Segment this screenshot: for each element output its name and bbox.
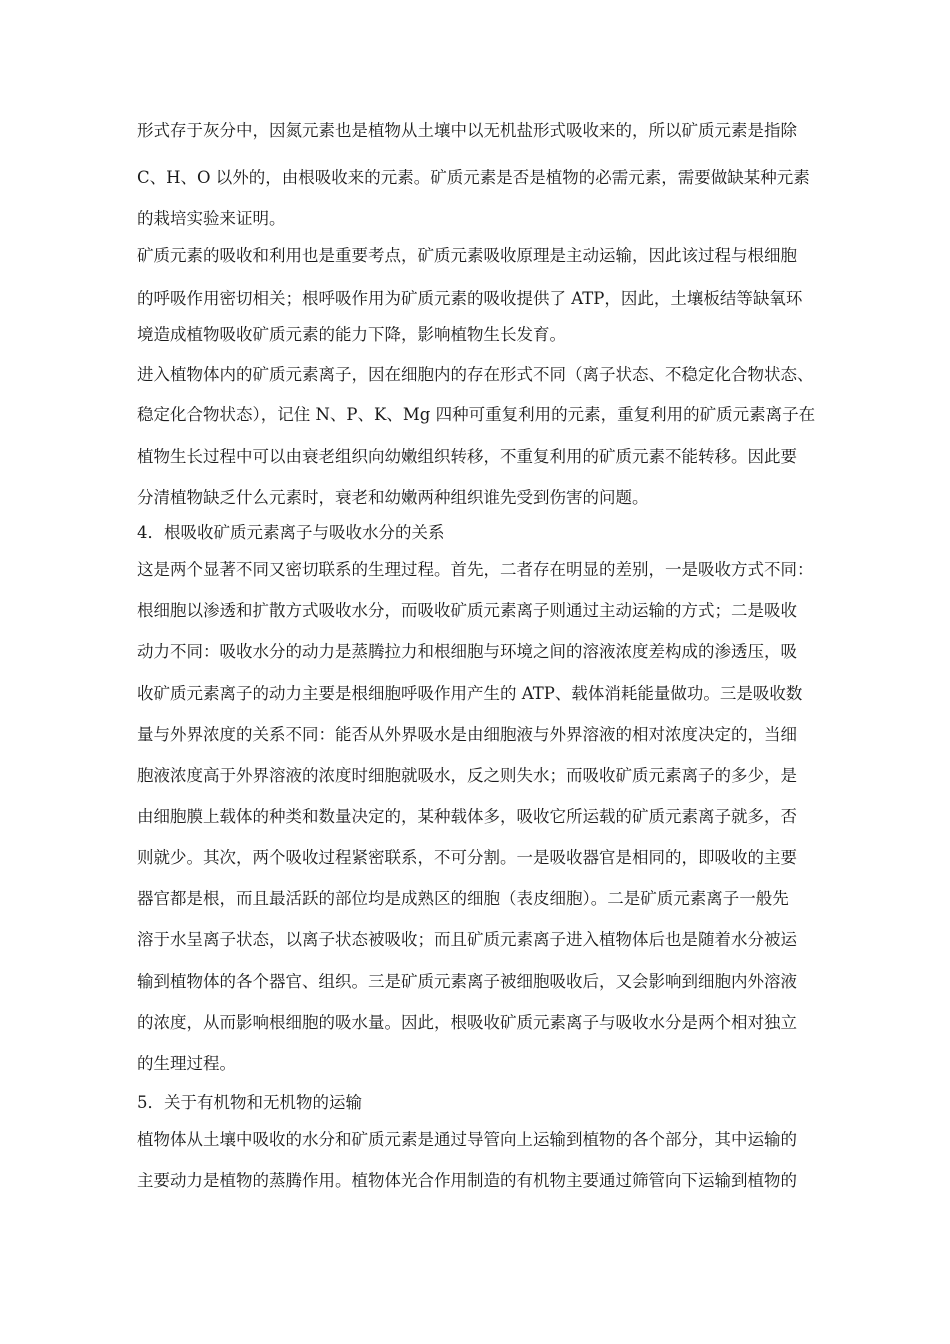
text-line: 进入植物体内的矿质元素离子，因在细胞内的存在形式不同（离子状态、不稳定化合物状态、 bbox=[137, 365, 814, 384]
text-line: 量与外界浓度的关系不同：能否从外界吸水是由细胞液与外界溶液的相对浓度决定的，当细 bbox=[137, 725, 797, 744]
text-line: 的生理过程。 bbox=[137, 1054, 236, 1073]
text-line: 的栽培实验来证明。 bbox=[137, 209, 286, 228]
section-heading: 4．根吸收矿质元素离子与吸收水分的关系 bbox=[137, 523, 445, 542]
text-line: 植物体从土壤中吸收的水分和矿质元素是通过导管向上运输到植物的各个部分，其中运输的 bbox=[137, 1130, 797, 1149]
text-line: 动力不同：吸收水分的动力是蒸腾拉力和根细胞与环境之间的溶液浓度差构成的渗透压，吸 bbox=[137, 642, 797, 661]
text-line: 植物生长过程中可以由衰老组织向幼嫩组织转移，不重复利用的矿质元素不能转移。因此要 bbox=[137, 447, 797, 466]
text-line: 的呼吸作用密切相关；根呼吸作用为矿质元素的吸收提供了 ATP，因此，土壤板结等缺氧环 bbox=[137, 289, 803, 308]
text-line: 的浓度，从而影响根细胞的吸水量。因此，根吸收矿质元素离子与吸收水分是两个相对独立 bbox=[137, 1013, 797, 1032]
text-line: 溶于水呈离子状态，以离子状态被吸收；而且矿质元素离子进入植物体后也是随着水分被运 bbox=[137, 930, 797, 949]
text-line: 根细胞以渗透和扩散方式吸收水分，而吸收矿质元素离子则通过主动运输的方式；二是吸收 bbox=[137, 601, 797, 620]
text-line: 矿质元素的吸收和利用也是重要考点，矿质元素吸收原理是主动运输，因此该过程与根细胞 bbox=[137, 246, 797, 265]
text-line: 由细胞膜上载体的种类和数量决定的，某种载体多，吸收它所运载的矿质元素离子就多，否 bbox=[137, 807, 797, 826]
text-line: 则就少。其次，两个吸收过程紧密联系，不可分割。一是吸收器官是相同的，即吸收的主要 bbox=[137, 848, 797, 867]
text-line: 收矿质元素离子的动力主要是根细胞呼吸作用产生的 ATP、载体消耗能量做功。三是吸收数 bbox=[137, 684, 803, 703]
text-line: 胞液浓度高于外界溶液的浓度时细胞就吸水，反之则失水；而吸收矿质元素离子的多少，是 bbox=[137, 766, 797, 785]
text-line: 主要动力是植物的蒸腾作用。植物体光合作用制造的有机物主要通过筛管向下运输到植物的 bbox=[137, 1171, 797, 1190]
text-line: 分清植物缺乏什么元素时，衰老和幼嫩两种组织谁先受到伤害的问题。 bbox=[137, 488, 649, 507]
text-line: C、H、O 以外的，由根吸收来的元素。矿质元素是否是植物的必需元素，需要做缺某种元素 bbox=[137, 168, 810, 187]
text-line: 稳定化合物状态），记住 N、P、K、Mg 四种可重复利用的元素，重复利用的矿质元素离子在 bbox=[137, 405, 816, 424]
text-line: 形式存于灰分中，因氮元素也是植物从土壤中以无机盐形式吸收来的，所以矿质元素是指除 bbox=[137, 121, 797, 140]
text-line: 器官都是根，而且最活跃的部位均是成熟区的细胞（表皮细胞）。二是矿质元素离子一般先 bbox=[137, 889, 789, 908]
text-line: 输到植物体的各个器官、组织。三是矿质元素离子被细胞吸收后，又会影响到细胞内外溶液 bbox=[137, 972, 797, 991]
text-line: 境造成植物吸收矿质元素的能力下降，影响植物生长发育。 bbox=[137, 325, 566, 344]
section-heading: 5．关于有机物和无机物的运输 bbox=[137, 1093, 362, 1112]
text-line: 这是两个显著不同又密切联系的生理过程。首先，二者存在明显的差别，一是吸收方式不同： bbox=[137, 560, 814, 579]
